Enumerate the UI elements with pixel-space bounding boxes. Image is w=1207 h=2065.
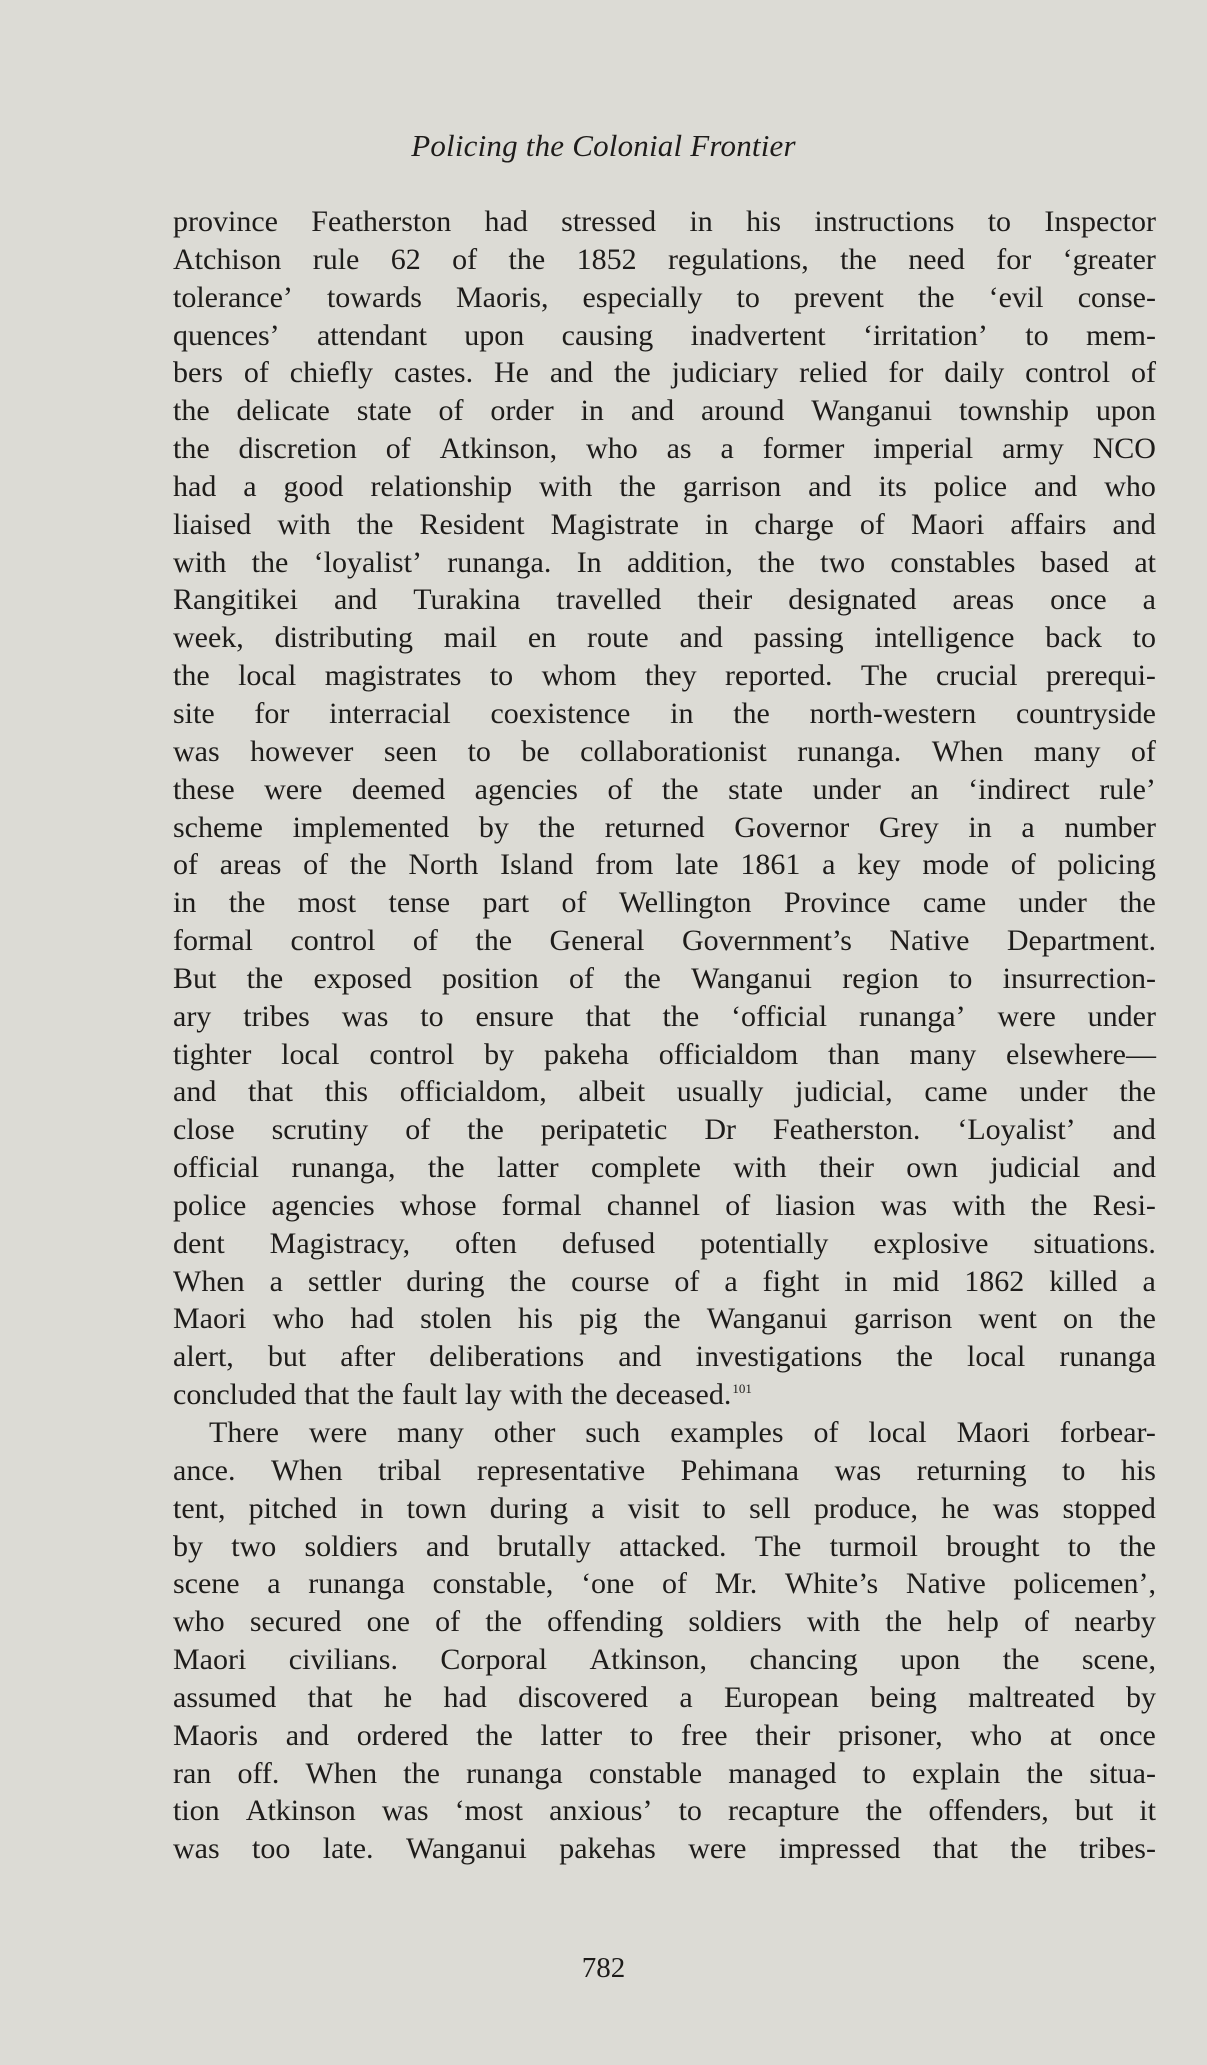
text-line: tion Atkinson was ‘most anxious’ to recapture the offenders, but it <box>173 1794 1156 1828</box>
running-head: Policing the Colonial Frontier <box>411 128 796 163</box>
text-line: When a settler during the course of a fight in mid 1862 killed a <box>173 1264 1156 1298</box>
text-line: close scrutiny of the peripatetic Dr Featherston. ‘Loyalist’ and <box>173 1113 1156 1147</box>
text-line: liaised with the Resident Magistrate in charge of Maori affairs and <box>173 507 1156 541</box>
text-line: tent, pitched in town during a visit to sell produce, he was stopped <box>173 1491 1156 1525</box>
text-line: ary tribes was to ensure that the ‘official runanga’ were under <box>173 999 1156 1033</box>
text-line: tighter local control by pakeha officialdom than many elsewhere— <box>173 1037 1156 1071</box>
text-line: There were many other such examples of local Maori forbear- <box>209 1416 1156 1449</box>
text-line: Maoris and ordered the latter to free their prisoner, who at once <box>173 1718 1156 1752</box>
text-line: Maori who had stolen his pig the Wanganui garrison went on the <box>173 1302 1156 1336</box>
body-text <box>173 203 1156 1868</box>
text-line: dent Magistracy, often defused potentially explosive situations. <box>173 1226 1156 1260</box>
text-line: the discretion of Atkinson, who as a former imperial army NCO <box>173 432 1156 466</box>
text-line: bers of chiefly castes. He and the judiciary relied for daily control of <box>173 356 1156 390</box>
text-line: in the most tense part of Wellington Province came under the <box>173 886 1156 920</box>
text-line: quences’ attendant upon causing inadvertent ‘irritation’ to mem- <box>173 318 1156 352</box>
text-line: who secured one of the offending soldiers with the help of nearby <box>173 1605 1156 1639</box>
text-line: province Featherston had stressed in his instructions to Inspector <box>173 205 1156 238</box>
text-line: Rangitikei and Turakina travelled their designated areas once a <box>173 583 1156 617</box>
text-line: police agencies whose formal channel of liasion was with the Resi- <box>173 1188 1156 1222</box>
text-line: with the ‘loyalist’ runanga. In addition, the two constables based at <box>173 545 1156 579</box>
text-line: these were deemed agencies of the state under an ‘indirect rule’ <box>173 772 1156 806</box>
text-line: scene a runanga constable, ‘one of Mr. White’s Native policemen’, <box>173 1567 1156 1601</box>
text-line: tolerance’ towards Maoris, especially to prevent the ‘evil conse- <box>173 280 1156 314</box>
text-line: ance. When tribal representative Pehimana was returning to his <box>173 1453 1156 1487</box>
text-line: was too late. Wanganui pakehas were impressed that the tribes- <box>173 1832 1156 1866</box>
text-line: site for interracial coexistence in the north-western countryside <box>173 696 1156 730</box>
text-line: official runanga, the latter complete with their own judicial and <box>173 1151 1156 1185</box>
text-line: ran off. When the runanga constable managed to explain the situa- <box>173 1756 1156 1790</box>
footnote-marker: 101 <box>732 1381 752 1397</box>
text-line: Maori civilians. Corporal Atkinson, chancing upon the scene, <box>173 1643 1156 1677</box>
text-line: week, distributing mail en route and passing intelligence back to <box>173 621 1156 655</box>
text-line: had a good relationship with the garrison and its police and who <box>173 469 1156 503</box>
text-line: assumed that he had discovered a European being maltreated by <box>173 1680 1156 1714</box>
text-line: the delicate state of order in and around Wanganui township upon <box>173 394 1156 428</box>
text-line: concluded that the fault lay with the deceased.$^{101}$ <box>173 1378 752 1412</box>
text-line: the local magistrates to whom they reported. The crucial prerequi- <box>173 659 1156 693</box>
text-line: formal control of the General Government’s Native Department. <box>173 924 1156 958</box>
text-line: scheme implemented by the returned Governor Grey in a number <box>173 810 1156 844</box>
text-line: Atchison rule 62 of the 1852 regulations, the need for ‘greater <box>173 242 1156 276</box>
text-line: of areas of the North Island from late 1861 a key mode of policing <box>173 848 1156 882</box>
text-line: and that this officialdom, albeit usually judicial, came under the <box>173 1075 1156 1109</box>
page-number: 782 <box>581 1952 626 1984</box>
text-line: was however seen to be collaborationist runanga. When many of <box>173 734 1156 768</box>
text-line: by two soldiers and brutally attacked. The turmoil brought to the <box>173 1529 1156 1563</box>
text-line: But the exposed position of the Wanganui region to insurrection- <box>173 961 1156 995</box>
text-line: alert, but after deliberations and investigations the local runanga <box>173 1340 1156 1374</box>
